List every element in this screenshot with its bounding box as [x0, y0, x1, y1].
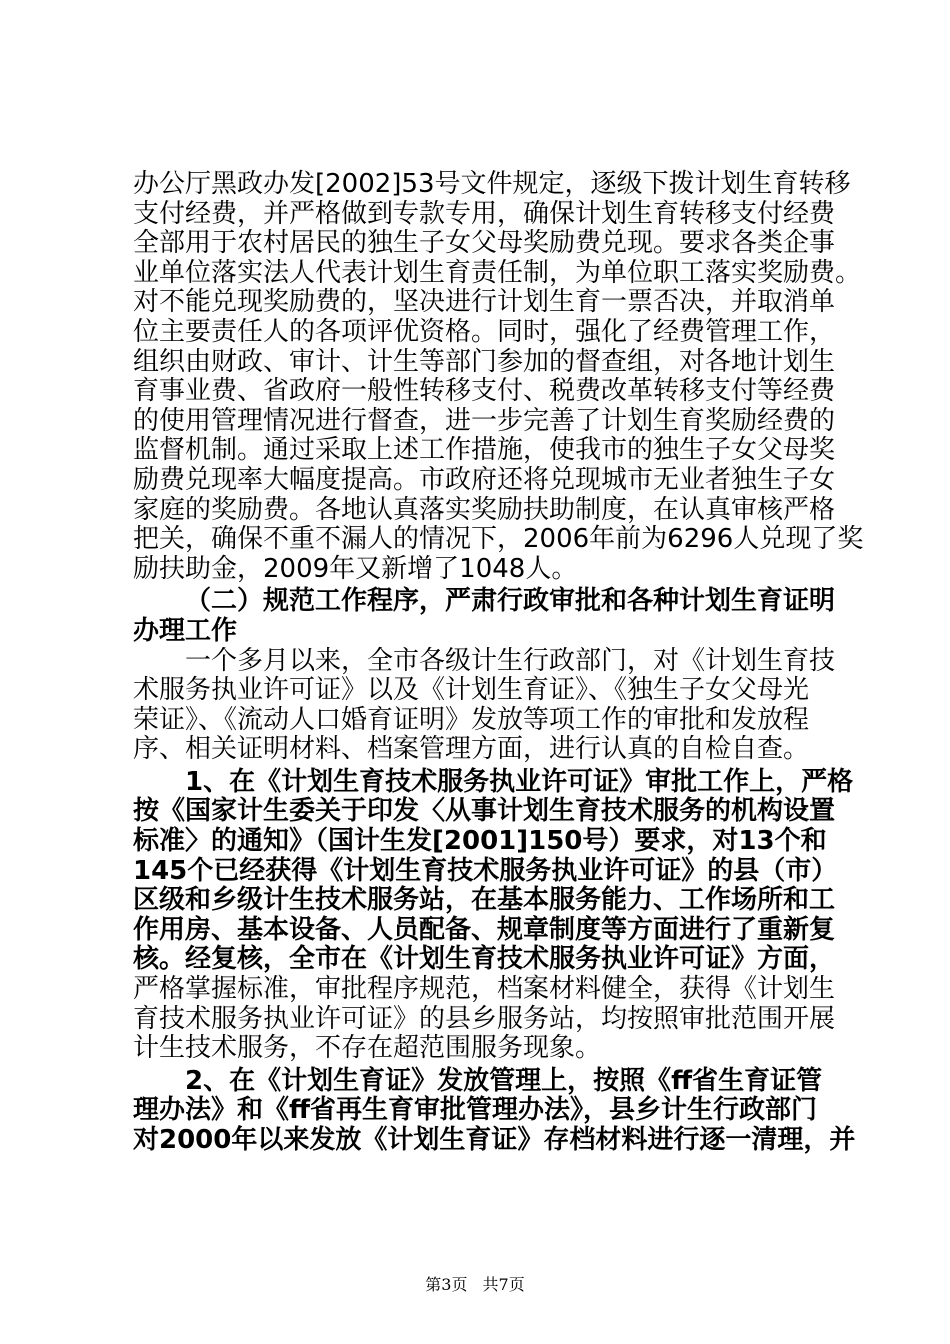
text-line: 术服务执业许可证》以及《计划生育证》、《独生子女父母光: [133, 675, 810, 706]
text-line: 按《国家计生委关于印发〈从事计划生育技术服务的机构设置: [133, 796, 836, 827]
text-line: 育技术服务执业许可证》的县乡服务站，均按照审批范围开展: [133, 1003, 836, 1034]
text-line: 位主要责任人的各项评优资格。同时，强化了经费管理工作，: [133, 316, 836, 347]
text-line: 支付经费，并严格做到专款专用，确保计划生育转移支付经费: [133, 198, 836, 229]
text-line: 区级和乡级计生技术服务站，在基本服务能力、工作场所和工: [133, 885, 836, 916]
text-line: 作用房、基本设备、人员配备、规章制度等方面进行了重新复: [133, 914, 836, 945]
paragraph-1: [133, 169, 864, 584]
text-line: 荣证》、《流动人口婚育证明》发放等项工作的审批和发放程: [133, 704, 810, 735]
heading-line: 办理工作: [133, 615, 238, 646]
paragraph-4: [133, 1065, 856, 1156]
text-line: 一个多月以来，全市各级计生行政部门，对《计划生育技: [185, 645, 836, 676]
text-line: 标准〉的通知》（国计生发[2001]150号）要求，对13个和: [133, 826, 827, 857]
page-number: 第3页: [425, 1275, 468, 1294]
text-line: 145个已经获得《计划生育技术服务执业许可证》的县（市）: [133, 855, 838, 886]
text-line: 把关，确保不重不漏人的情况下，2006年前为6296人兑现了奖: [133, 524, 864, 555]
document-body: [133, 169, 864, 1156]
text-line: 理办法》和《ff省再生育审批管理办法》，县乡计生行政部门: [133, 1095, 818, 1126]
paragraph-2: [133, 647, 853, 765]
text-line: 办公厅黑政办发[2002]53号文件规定，逐级下拨计划生育转移: [133, 169, 851, 199]
text-line: 严格掌握标准，审批程序规范，档案材料健全，获得《计划生: [133, 974, 836, 1005]
text-line: 2、在《计划生育证》发放管理上，按照《ff省生育证管: [185, 1065, 823, 1096]
paragraph-3: [133, 768, 853, 1064]
text-line: 对2000年以来发放《计划生育证》存档材料进行逐一清理，并: [133, 1125, 856, 1155]
text-line: 对不能兑现奖励费的，坚决进行计划生育一票否决，并取消单: [133, 287, 836, 318]
text-line: 组织由财政、审计、计生等部门参加的督查组，对各地计划生: [133, 346, 836, 377]
text-line: 全部用于农村居民的独生子女父母奖励费兑现。要求各类企事: [133, 228, 836, 259]
text-line: 计生技术服务，不存在超范围服务现象。: [133, 1033, 602, 1064]
text-line: 核。经复核，全市在《计划生育技术服务执业许可证》方面，: [133, 944, 836, 975]
page-footer: [0, 1272, 950, 1295]
text-line: 序、相关证明材料、档案管理方面，进行认真的自检自查。: [133, 734, 810, 765]
text-line: 监督机制。通过采取上述工作措施，使我市的独生子女父母奖: [133, 435, 836, 466]
page-total: 共7页: [482, 1275, 525, 1294]
text-line: 育事业费、省政府一般性转移支付、税费改革转移支付等经费: [133, 376, 836, 407]
text-line: 的使用管理情况进行督查，进一步完善了计划生育奖励经费的: [133, 405, 836, 436]
text-line: 励费兑现率大幅度提高。市政府还将兑现城市无业者独生子女: [133, 464, 836, 495]
text-line: 家庭的奖励费。各地认真落实奖励扶助制度，在认真审核严格: [133, 494, 836, 525]
section-heading-2: [133, 587, 853, 646]
text-line: 励扶助金，2009年又新增了1048人。: [133, 553, 578, 584]
text-line: 1、在《计划生育技术服务执业许可证》审批工作上，严格: [185, 766, 854, 797]
text-line: 业单位落实法人代表计划生育责任制，为单位职工落实奖励费。: [133, 257, 862, 288]
heading-line: （二）规范工作程序，严肃行政审批和各种计划生育证明: [185, 586, 836, 617]
